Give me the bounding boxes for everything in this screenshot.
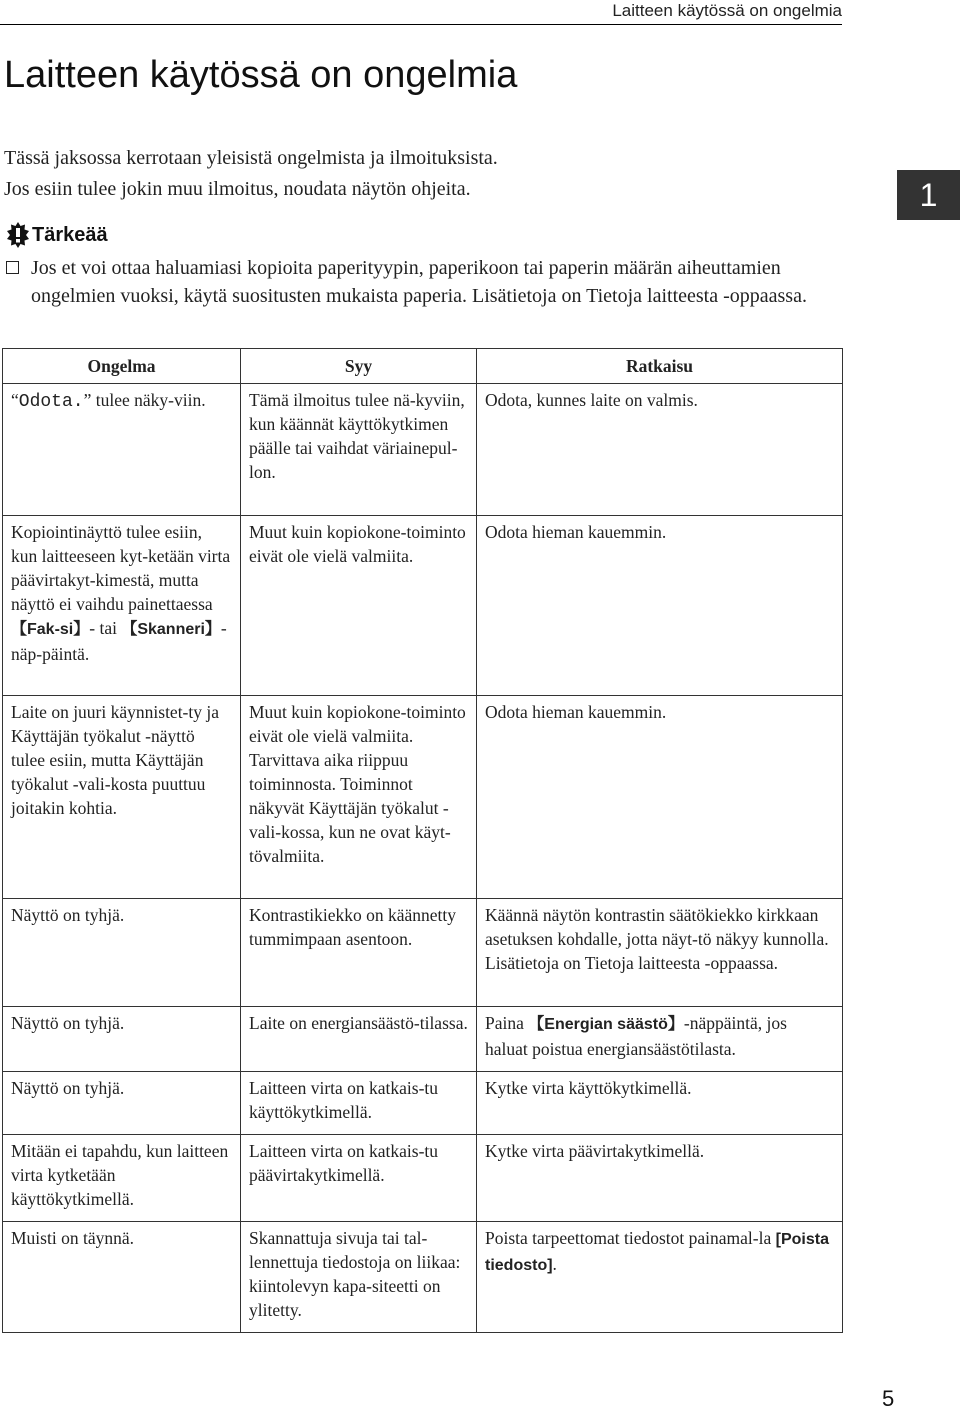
- running-header-title: Laitteen käytössä on ongelmia: [612, 1, 842, 20]
- table-row: [3, 1135, 843, 1222]
- problem-text-mid: - tai: [89, 618, 122, 638]
- cause-cell: Laitteen virta on katkais-tu käyttökytkimellä.: [241, 1072, 477, 1135]
- problem-text-end: -näp-päintä.: [11, 618, 227, 664]
- problem-cell: Muisti on täynnä.: [3, 1222, 241, 1333]
- table-row: [3, 516, 843, 696]
- cause-cell: Muut kuin kopiokone-toiminto eivät ole vielä valmiita.: [241, 516, 477, 696]
- energy-saver-key-label: 【Energian säästö】: [528, 1016, 684, 1033]
- problem-cell: Näyttö on tyhjä.: [3, 1072, 241, 1135]
- column-header-cause: Syy: [241, 349, 477, 384]
- problem-text: ” tulee näky-viin.: [83, 390, 206, 410]
- solution-text: Paina: [485, 1013, 529, 1033]
- problem-cell: Mitään ei tapahdu, kun laitteen virta kytketään käyttökytkimellä.: [3, 1135, 241, 1222]
- important-heading: [6, 222, 108, 248]
- problem-text: Kopiointinäyttö tulee esiin, kun laitteeseen kyt-ketään virta päävirtakyt-kimestä, mutta näyttö ei vaihdu painettaessa: [11, 522, 231, 614]
- cause-cell: Tämä ilmoitus tulee nä-kyviin, kun käännät käyttökytkimen päälle tai vaihdat väriainepul-lon.: [241, 384, 477, 516]
- problem-cell: [3, 516, 241, 696]
- solution-cell: Kytke virta käyttökytkimellä.: [477, 1072, 843, 1135]
- table-row: [3, 696, 843, 899]
- cause-cell: Muut kuin kopiokone-toiminto eivät ole vielä valmiita. Tarvittava aika riippuu toiminnosta. Toiminnot näkyvät Käyttäjän työkalut -vali-kossa, kun ne ovat käyt-tövalmiita.: [241, 696, 477, 899]
- problem-cell: Laite on juuri käynnistet-ty ja Käyttäjän työkalut -näyttö tulee esiin, mutta Käyttäjän työkalut -vali-kosta puuttuu joitakin kohtia.: [3, 696, 241, 899]
- important-label: Tärkeää: [32, 223, 108, 246]
- problem-cell: [3, 384, 241, 516]
- cause-cell: Laite on energiansäästö-tilassa.: [241, 1007, 477, 1072]
- solution-text-end: .: [552, 1254, 557, 1274]
- table-row: [3, 1072, 843, 1135]
- problem-cell: Näyttö on tyhjä.: [3, 1007, 241, 1072]
- solution-cell: [477, 1007, 843, 1072]
- intro-line-1: Tässä jaksossa kerrotaan yleisistä ongelmista ja ilmoituksista.: [4, 147, 498, 169]
- solution-cell: Odota hieman kauemmin.: [477, 516, 843, 696]
- solution-cell: Odota hieman kauemmin.: [477, 696, 843, 899]
- chapter-tab: [897, 170, 960, 220]
- solution-text-end: -näppäintä, jos haluat poistua energiansäästötilasta.: [485, 1013, 787, 1059]
- table-row: [3, 384, 843, 516]
- cause-cell: Laitteen virta on katkais-tu päävirtakytkimellä.: [241, 1135, 477, 1222]
- column-header-problem: Ongelma: [3, 349, 241, 384]
- display-message: Odota.: [18, 392, 84, 412]
- important-text: Jos et voi ottaa haluamiasi kopioita paperityypin, paperikoon tai paperin määrän aiheuttamien ongelmien vuoksi, käytä suositusten mukaista paperia. Lisätietoja on Tietoja laitteesta -oppaassa.: [31, 257, 807, 307]
- intro-text: [4, 143, 834, 205]
- problem-cell: Näyttö on tyhjä.: [3, 899, 241, 1007]
- cause-cell: Kontrastikiekko on käännetty tummimpaan asentoon.: [241, 899, 477, 1007]
- solution-cell: Käännä näytön kontrastin säätökiekko kirkkaan asetuksen kohdalle, jotta näyt-tö näkyy kunnolla. Lisätietoja on Tietoja laitteesta -oppaassa.: [477, 899, 843, 1007]
- running-header: [0, 0, 842, 25]
- page-number: 5: [882, 1386, 895, 1411]
- cause-cell: Skannattuja sivuja tai tal-lennettuja tiedostoja on liikaa: kiintolevyn kapa-siteetti on ylitetty.: [241, 1222, 477, 1333]
- fax-key-label: 【Fak-si】: [11, 621, 90, 638]
- table-row: [3, 899, 843, 1007]
- solution-cell: [477, 1222, 843, 1333]
- problems-table: [2, 348, 843, 1333]
- checkbox-icon: [6, 261, 19, 274]
- solution-cell: Odota, kunnes laite on valmis.: [477, 384, 843, 516]
- page-title: Laitteen käytössä on ongelmia: [4, 54, 518, 96]
- delete-file-key-label: [Poista tiedosto]: [485, 1231, 829, 1274]
- important-icon: [6, 222, 30, 248]
- quote-open: “: [11, 390, 19, 410]
- column-header-solution: Ratkaisu: [477, 349, 843, 384]
- intro-line-2: Jos esiin tulee jokin muu ilmoitus, noudata näytön ohjeita.: [4, 178, 471, 200]
- table-header-row: [3, 349, 843, 384]
- solution-text: Poista tarpeettomat tiedostot painamal-la: [485, 1228, 776, 1248]
- solution-cell: Kytke virta päävirtakytkimellä.: [477, 1135, 843, 1222]
- important-note: [6, 254, 842, 310]
- scanner-key-label: 【Skanneri】: [121, 621, 221, 638]
- table-row: [3, 1007, 843, 1072]
- table-row: [3, 1222, 843, 1333]
- chapter-number: 1: [919, 176, 938, 213]
